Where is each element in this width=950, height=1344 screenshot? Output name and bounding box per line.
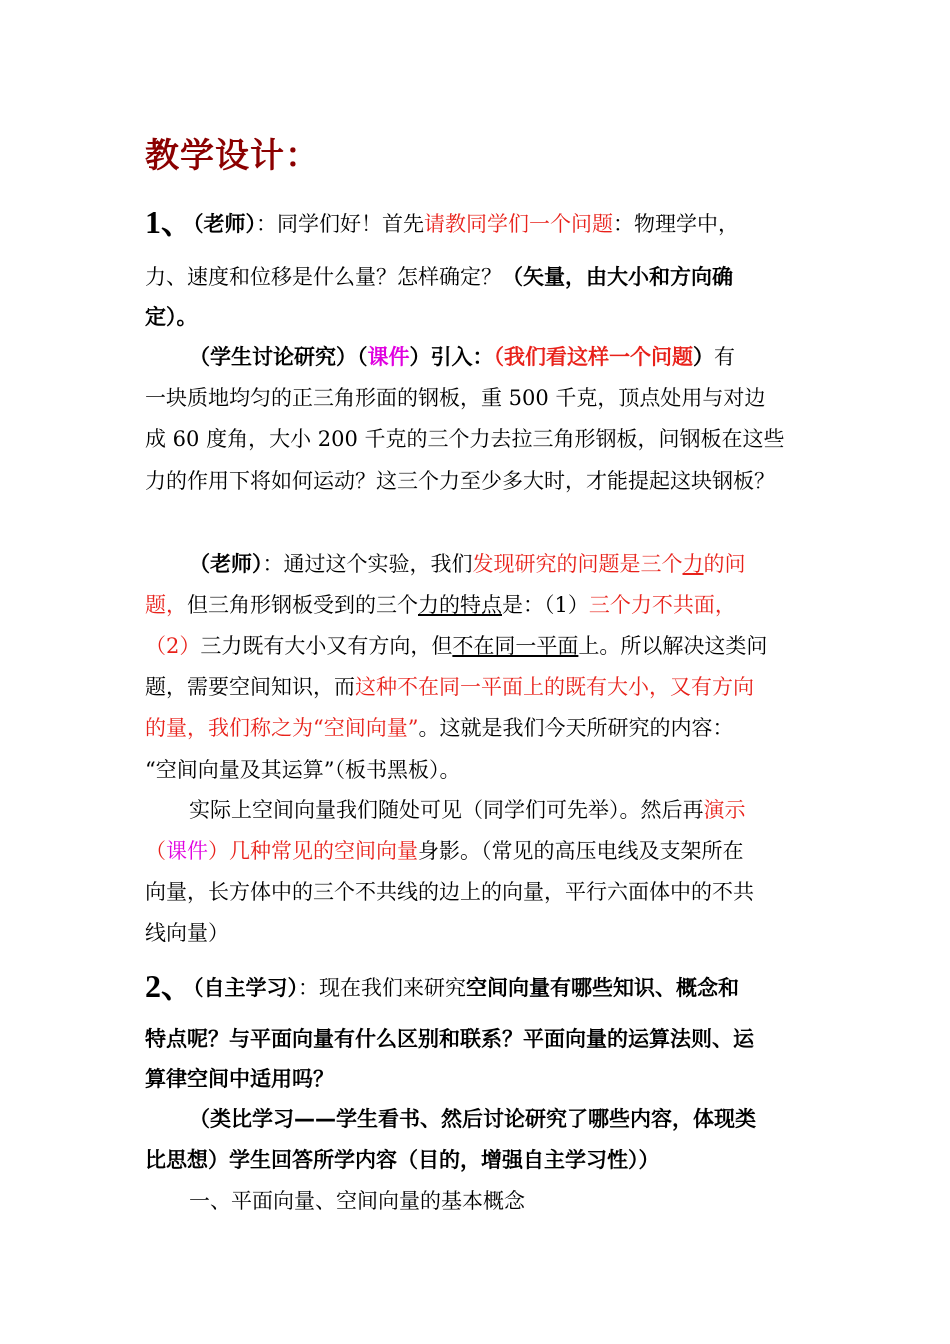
p4-line-4: 线向量） xyxy=(145,921,229,945)
section-1-number: 1、 xyxy=(145,204,194,240)
p3-line-6: “空间向量及其运算”（板书黑板）。 xyxy=(145,758,461,782)
p3-line-4 xyxy=(145,672,754,702)
s1-line-3 xyxy=(145,302,198,332)
text: 。这就是我们今天所研究的内容： xyxy=(418,716,734,740)
bold-text: （类比学习——学生看书、然后讨论研究了哪些内容，体现类 xyxy=(189,1107,756,1131)
s2-line-6: 一、平面向量、空间向量的基本概念 xyxy=(189,1189,525,1213)
highlight-red: （ xyxy=(145,839,166,863)
text: 力、速度和位移是什么量？怎样确定？ xyxy=(145,265,502,289)
s1-line-1 xyxy=(145,204,740,240)
bold-text: ） xyxy=(693,345,714,369)
underlined-text: 力的特点 xyxy=(418,593,502,617)
s2-line-4 xyxy=(189,1104,756,1134)
bold-text: （学生讨论研究）（ xyxy=(189,345,368,369)
page-title: 教学设计： xyxy=(145,136,320,176)
p4-line-1 xyxy=(189,795,746,825)
text: 身影。（常见的高压电线及支架所在 xyxy=(418,839,744,863)
p4-line-2 xyxy=(145,836,744,866)
bold-text: 空间向量有哪些知识、概念和 xyxy=(466,976,740,1000)
bold-text: （矢量，由大小和方向确 xyxy=(502,265,733,289)
highlight-red: 的问 xyxy=(703,552,746,576)
highlight-red: 请教同学们一个问题 xyxy=(424,212,614,236)
p2-line-3: 成 60 度角，大小 200 千克的三个力去拉三角形钢板，问钢板在这些 xyxy=(145,427,785,451)
bold-text: 平面向量的运算法则、运 xyxy=(523,1027,754,1051)
courseware-label: 课件 xyxy=(367,345,410,369)
teacher-label: （老师） xyxy=(193,212,257,236)
text: 题，需要空间知识，而 xyxy=(145,675,355,699)
text: ：现在我们来研究 xyxy=(298,976,467,1000)
s2-line-2 xyxy=(145,1024,754,1054)
bold-text: ）引入： xyxy=(409,345,494,369)
highlight-red: 三个力不共面， xyxy=(588,593,736,617)
text: 但三角形钢板受到的三个 xyxy=(187,593,418,617)
courseware-label: 课件 xyxy=(166,839,208,863)
p2-line-1 xyxy=(189,342,735,372)
highlight-red-underline: 力 xyxy=(682,552,704,576)
bold-text: 特点呢？与平面向量有什么区别和联系？ xyxy=(145,1027,523,1051)
bold-text: 算律空间中适用吗？ xyxy=(145,1067,334,1091)
p3-line-2 xyxy=(145,590,736,620)
highlight-red: 的量，我们称之为“空间向量” xyxy=(145,716,419,740)
text: 上。所以解决这类问 xyxy=(578,634,768,658)
text: 实际上空间向量我们随处可见（同学们可先举）。然后再 xyxy=(189,798,704,822)
s2-line-3 xyxy=(145,1064,334,1094)
highlight-red: 几种常见的空间向量 xyxy=(229,839,418,863)
s1-line-2 xyxy=(145,262,733,292)
p3-line-1 xyxy=(189,549,746,579)
s2-line-5 xyxy=(145,1145,660,1175)
self-study-label: （自主学习） xyxy=(193,976,299,1000)
p3-line-5 xyxy=(145,713,733,743)
text: 是：（1） xyxy=(502,593,589,617)
highlight-red: （2） xyxy=(145,634,201,658)
underlined-text: 不在同一平面 xyxy=(452,634,579,658)
highlight-red: 发现研究的问题是三个 xyxy=(472,552,683,576)
highlight-red: 演示 xyxy=(703,798,746,822)
p3-line-3 xyxy=(145,631,767,661)
s2-line-1 xyxy=(145,968,740,1004)
bold-text: 比思想）学生回答所学内容（目的，增强自主学习性）） xyxy=(145,1148,660,1172)
highlight-red: ） xyxy=(208,839,229,863)
highlight-red: （我们看这样一个问题 xyxy=(493,345,693,369)
highlight-red: 这种不在同一平面上的既有大小，又有方向 xyxy=(355,675,754,699)
p2-line-4: 力的作用下将如何运动？这三个力至少多大时，才能提起这块钢板？ xyxy=(145,469,775,493)
p2-line-2: 一块质地均匀的正三角形面的钢板，重 500 千克，顶点处用与对边 xyxy=(145,386,766,410)
text: 三力既有大小又有方向，但 xyxy=(200,634,453,658)
section-2-number: 2、 xyxy=(145,968,194,1004)
text: 有 xyxy=(714,345,735,369)
text: ：物理学中， xyxy=(613,212,740,236)
text: ：通过这个实验，我们 xyxy=(262,552,473,576)
bold-text: 定）。 xyxy=(145,305,198,329)
teacher-label: （老师） xyxy=(189,552,263,576)
highlight-red: 题， xyxy=(145,593,187,617)
p4-line-3: 向量，长方体中的三个不共线的边上的向量，平行六面体中的不共 xyxy=(145,880,754,904)
text: ：同学们好！首先 xyxy=(256,212,425,236)
